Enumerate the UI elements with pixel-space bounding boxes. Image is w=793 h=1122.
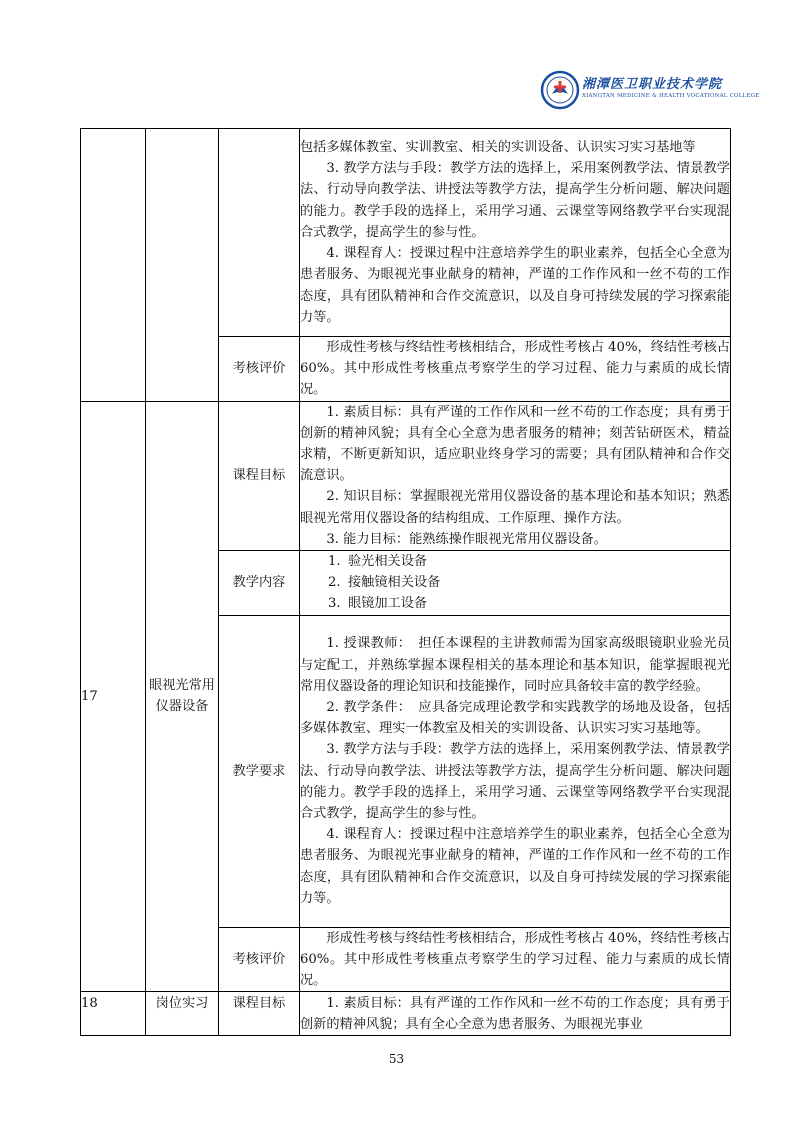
college-emblem-icon (540, 70, 580, 110)
paragraph: 1. 授课教师： 担任本课程的主讲教师需为国家高级眼镜职业验光员与定配工，并熟练掌握本课程相关的基本理论和基本知识，能掌握眼视光常用仪器设备的理论知识和技能操作，同时应具备较丰富的教学经验。 (300, 636, 730, 694)
teaching-requirements-cont (300, 129, 731, 337)
paragraph: 4. 课程育人：授课过程中注意培养学生的职业素养，包括全心全意为患者服务、为眼视光事业献身的精神，严谨的工作作风和一丝不苟的工作态度，具有团队精神和合作交流意识，以及自身可持续发展的学习探索能力等。 (300, 827, 730, 906)
paragraph: 2. 教学条件： 应具备完成理论教学和实践教学的场地及设备，包括多媒体教室、理实一体教室及相关的实训设备、认识实习实习基地等。 (300, 699, 730, 737)
page-number: 53 (388, 1052, 405, 1066)
section-label: 教学要求 (219, 615, 300, 927)
section-label: 课程目标 (219, 401, 300, 550)
paragraph: 1. 素质目标：具有严谨的工作作风和一丝不苟的工作态度；具有勇于创新的精神风貌；具有全心全意为患者服务、为眼视光事业 (300, 995, 730, 1032)
paragraph: 3. 教学方法与手段：教学方法的选择上，采用案例教学法、情景教学法、行动导向教学法、讲授法等教学方法，提高学生分析问题、解决问题的能力。教学手段的选择上，采用学习通、云课堂等网络教学平台实现混合式教学，提高学生的参与性。 (300, 742, 730, 821)
college-logo (540, 70, 760, 110)
table-row (81, 401, 731, 550)
paragraph: 2. 知识目标：掌握眼视光常用仪器设备的基本理论和基本知识；熟悉眼视光常用仪器设备的结构组成、工作原理、操作方法。 (300, 489, 730, 526)
paragraph: 形成性考核与终结性考核相结合，形成性考核占 40%，终结性考核占 60%。其中形成性考核重点考察学生的学习过程、能力与素质的成长情况。 (300, 340, 730, 398)
paragraph: 1. 素质目标：具有严谨的工作作风和一丝不苟的工作态度；具有勇于创新的精神风貌；具有全心全意为患者服务的精神；刻苦钻研医术，精益求精，不断更新知识，适应职业终身学习的需要；具有团队精神和合作交流意识。 (300, 404, 730, 484)
teaching-content (300, 551, 731, 616)
paragraph: 3. 教学方法与手段：教学方法的选择上，采用案例教学法、情景教学法、行动导向教学法、讲授法等教学方法，提高学生分析问题、解决问题的能力。教学手段的选择上，采用学习通、云课堂等网络教学平台实现混合式教学，提高学生的参与性。 (300, 161, 730, 240)
college-name: 湘潭医卫职业技术学院 (582, 77, 723, 92)
college-name-en: XIANGTAN MEDICINE & HEALTH VOCATIONAL COLLEGE (582, 93, 760, 99)
table-row (81, 129, 731, 337)
list-item: 3. 眼镜加工设备 (328, 596, 428, 612)
course-name: 眼视光常用仪器设备 (146, 401, 219, 992)
section-label: 课程目标 (219, 992, 300, 1036)
section-label: 考核评价 (219, 337, 300, 402)
teaching-requirements (300, 615, 731, 927)
course-number: 17 (81, 401, 146, 992)
table-row (81, 992, 731, 1036)
course-goals (300, 401, 731, 550)
assessment-text (300, 927, 731, 992)
course-number-cell (81, 129, 146, 402)
course-name: 岗位实习 (146, 992, 219, 1036)
course-goals (300, 992, 731, 1036)
list-item: 1. 验光相关设备 (328, 554, 428, 570)
course-number: 18 (81, 992, 146, 1036)
list-item: 2. 接触镜相关设备 (328, 575, 441, 591)
paragraph: 3. 能力目标：能熟练操作眼视光常用仪器设备。 (326, 531, 607, 547)
paragraph: 4. 课程育人：授课过程中注意培养学生的职业素养，包括全心全意为患者服务、为眼视光事业献身的精神，严谨的工作作风和一丝不苟的工作态度，具有团队精神和合作交流意识，以及自身可持续发展的学习探索能力等。 (300, 246, 730, 325)
section-label-cell (219, 129, 300, 337)
section-label: 考核评价 (219, 927, 300, 992)
course-name-cell (146, 129, 219, 402)
assessment-text (300, 337, 731, 402)
paragraph: 包括多媒体教室、实训教室、相关的实训设备、认识实习实习基地等 (300, 140, 696, 156)
section-label: 教学内容 (219, 551, 300, 616)
curriculum-table (80, 128, 731, 1036)
paragraph: 形成性考核与终结性考核相结合，形成性考核占 40%，终结性考核占 60%。其中形成性考核重点考察学生的学习过程、能力与素质的成长情况。 (300, 930, 730, 989)
